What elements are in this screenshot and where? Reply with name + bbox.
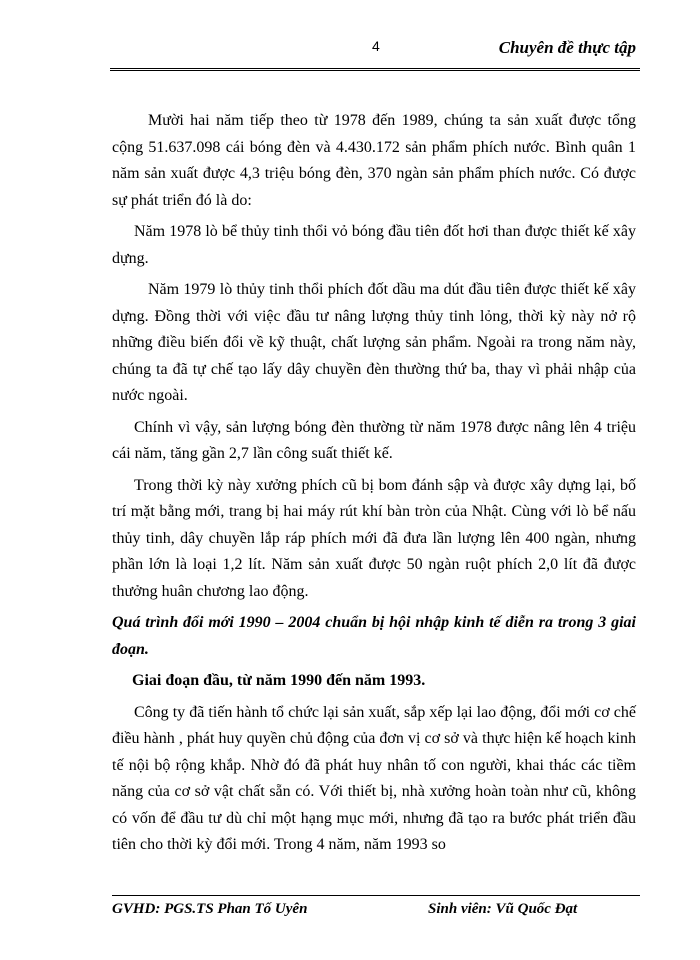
document-title: Chuyên đề thực tập [498, 38, 636, 57]
subsection-heading: Giai đoạn đầu, từ năm 1990 đến năm 1993. [132, 672, 426, 689]
footer-student: Sinh viên: Vũ Quốc Đạt [428, 901, 578, 917]
paragraph: Chính vì vậy, sản lượng bóng đèn thường từ năm 1978 được nâng lên 4 triệu cái năm, tăng gần 2,7 lần công suất thiết kế. [112, 418, 636, 462]
document-body [112, 108, 636, 864]
paragraph: Công ty đã tiến hành tổ chức lại sản xuất, sắp xếp lại lao động, đổi mới cơ chế điều hành , phát huy quyền chủ động của đơn vị cơ sở và thực hiện kế hoạch kinh tế nội bộ rộng khắp. Nhờ đó đã phát huy nhân tố con người, khai thác các tiềm năng của cơ sở vật chất sẵn có. Với thiết bị, nhà xưởng hoàn toàn như cũ, không có vốn để đầu tư dù chỉ một hạng mục mới, nhưng đã tạo ra bước phát triển đầu tiên cho thời kỳ đổi mới. Trong 4 năm, năm 1993 so [112, 703, 636, 853]
page-number: 4 [372, 38, 380, 54]
paragraph: Năm 1979 lò thủy tinh thổi phích đốt dầu ma dút đầu tiên được thiết kế xây dựng. Đồng thời với việc đầu tư nâng lượng thủy tinh lỏng, thời kỳ này nở rộ những điều biến đổi về kỹ thuật, chất lượng sản phẩm. Ngoài ra trong năm này, chúng ta đã tự chế tạo lấy dây chuyền đèn thường thứ ba, thay vì phải nhập của nước ngoài. [112, 281, 636, 404]
section-heading: Quá trình đổi mới 1990 – 2004 chuẩn bị hội nhập kinh tế diễn ra trong 3 giai đoạn. [112, 614, 636, 658]
page-header [110, 36, 640, 71]
paragraph: Trong thời kỳ này xưởng phích cũ bị bom đánh sập và được xây dựng lại, bố trí mặt bằng mới, trang bị hai máy rút khí bàn tròn của Nhật. Cùng với lò bể nấu thủy tinh, dây chuyền lắp ráp phích mới đã đưa lần lượng lên 400 ngàn, nhưng phần lớn là loại 1,2 lít. Năm sản xuất được 50 ngàn ruột phích 2,0 lít đã được thưởng huân chương lao động. [112, 476, 636, 600]
paragraph: Mười hai năm tiếp theo từ 1978 đến 1989, chúng ta sản xuất được tổng cộng 51.637.098 cái bóng đèn và 4.430.172 sản phẩm phích nước. Bình quân 1 năm sản xuất được 4,3 triệu bóng đèn, 370 ngàn sản phẩm phích nước. Có được sự phát triển đó là do: [112, 112, 636, 209]
footer-divider [112, 895, 640, 896]
footer-supervisor: GVHD: PGS.TS Phan Tố Uyên [112, 901, 308, 917]
paragraph: Năm 1978 lò bể thủy tinh thổi vỏ bóng đầu tiên đốt hơi than được thiết kế xây dựng. [112, 223, 636, 267]
